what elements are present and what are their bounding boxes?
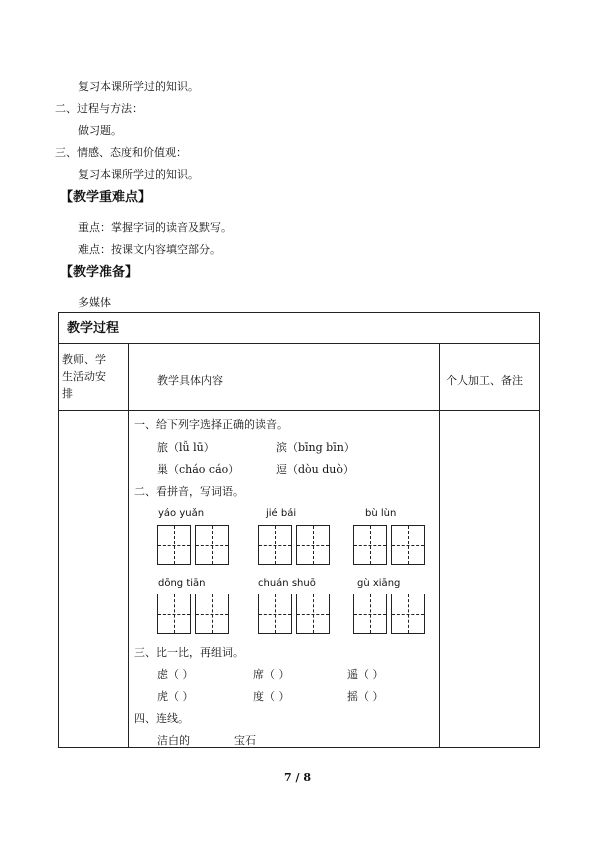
exercise-1-item: 巢（cháo cáo） xyxy=(157,463,240,476)
writing-grid xyxy=(353,594,387,634)
header-notes: 个人加工、备注 xyxy=(446,374,523,387)
table-column-divider xyxy=(439,343,440,747)
exercise-1-item: 滨（bīng bīn） xyxy=(276,441,355,454)
table-title: 教学过程 xyxy=(67,321,120,336)
header-content: 教学具体内容 xyxy=(157,374,223,387)
table-divider xyxy=(59,410,539,411)
writing-grid xyxy=(258,525,292,565)
writing-grid xyxy=(195,525,229,565)
writing-grid xyxy=(391,594,425,634)
pinyin-label: bù lùn xyxy=(365,508,397,519)
header-teacher-student: 教师、学 生活动安 排 xyxy=(62,353,106,400)
page-number: 7 / 8 xyxy=(284,771,311,784)
word-group-item: 度（ ） xyxy=(253,690,290,703)
word-group-item: 虑（ ） xyxy=(157,668,194,681)
matching-right: 宝石 xyxy=(234,734,256,747)
section-heading-process: 二、过程与方法： xyxy=(55,102,143,115)
difficulty-text: 难点：按课文内容填空部分。 xyxy=(78,243,221,256)
pinyin-label: chuán shuō xyxy=(258,578,316,589)
exercise-1-title: 一、给下列字选择正确的读音。 xyxy=(134,418,288,431)
pinyin-label: jié bái xyxy=(266,508,297,519)
exercise-3-title: 三、比一比，再组词。 xyxy=(134,646,244,659)
writing-grid xyxy=(195,594,229,634)
exercise-1-item: 旅（lǚ lū） xyxy=(157,441,215,454)
intro-line-1: 复习本课所学过的知识。 xyxy=(78,80,199,93)
intro-line-5: 复习本课所学过的知识。 xyxy=(78,168,199,181)
preparation-content: 多媒体 xyxy=(78,296,111,309)
focus-text: 重点：掌握字词的读音及默写。 xyxy=(78,221,232,234)
writing-grid xyxy=(296,594,330,634)
writing-grid xyxy=(296,525,330,565)
word-group-item: 遥（ ） xyxy=(347,668,384,681)
key-points-heading: 【教学重难点】 xyxy=(60,190,152,205)
section-heading-emotion: 三、情感、态度和价值观： xyxy=(55,146,187,159)
pinyin-label: gù xiāng xyxy=(357,578,401,589)
writing-grid xyxy=(258,594,292,634)
writing-grid xyxy=(157,525,191,565)
table-divider xyxy=(59,343,539,344)
writing-grid xyxy=(157,594,191,634)
exercise-4-title: 四、连线。 xyxy=(134,712,189,725)
pinyin-label: dōng tiān xyxy=(158,578,206,589)
exercise-2-title: 二、看拼音，写词语。 xyxy=(134,485,244,498)
preparation-heading: 【教学准备】 xyxy=(60,265,139,280)
pinyin-label: yáo yuǎn xyxy=(158,508,205,519)
exercise-1-item: 逗（dòu duò） xyxy=(276,463,354,476)
writing-grid xyxy=(353,525,387,565)
table-column-divider xyxy=(128,343,129,747)
word-group-item: 虎（ ） xyxy=(157,690,194,703)
intro-line-3: 做习题。 xyxy=(78,124,122,137)
word-group-item: 席（ ） xyxy=(253,668,290,681)
word-group-item: 摇（ ） xyxy=(347,690,384,703)
matching-left: 洁白的 xyxy=(157,734,190,747)
writing-grid xyxy=(391,525,425,565)
